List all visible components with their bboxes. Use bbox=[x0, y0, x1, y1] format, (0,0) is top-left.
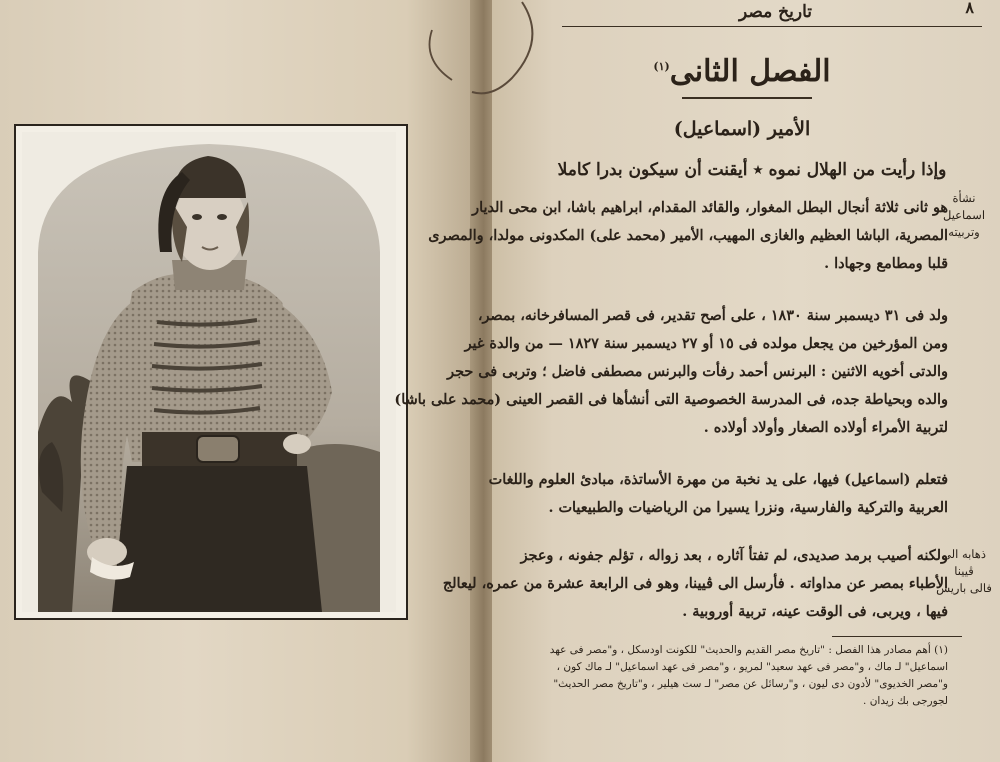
margin-note-line: نشأة اسماعيل bbox=[942, 191, 986, 222]
text-line: ولد فى ٣١ ديسمبر سنة ١٨٣٠ ، على أصح تقدير، فى قصر المسافرخانه، بمصر، bbox=[477, 307, 948, 324]
text-line: الأطباء بمصر عن مداواته . فأرسل الى ڤيينا، وهو فى الرابعة عشرة من عمره، ليعالج bbox=[442, 575, 948, 592]
footnote bbox=[508, 642, 948, 710]
footnote-line: اسماعيل" لـ ماك ، و"مصر فى عهد سعيد" لمريو ، و"مصر فى عهد اسماعيل" لـ ماك كون ، bbox=[556, 661, 948, 673]
margin-note-line: ذهابه الى ڤيينا bbox=[942, 547, 986, 578]
right-page bbox=[394, 0, 1000, 762]
paragraph-4 bbox=[442, 542, 948, 626]
chapter-title-text: الفصل الثانى bbox=[669, 54, 831, 89]
margin-note-line: وتربيته bbox=[948, 225, 980, 239]
margin-note-upbringing bbox=[932, 190, 996, 241]
page-number: ٨ bbox=[965, 0, 974, 17]
text-line: لتربية الأمراء أولاده الصغار وأولاد أولاده . bbox=[703, 419, 948, 436]
margin-note-line: فالى باريس bbox=[936, 581, 992, 595]
footnote-line: لجورجى بك زيدان . bbox=[863, 695, 948, 707]
pencil-annotation bbox=[412, 0, 552, 110]
chapter-title bbox=[612, 54, 872, 89]
text-line: والدتى أخويه الاثنين : البرنس أحمد رفأت والبرنس مصطفى فاضل ؛ وتربى فى حجر bbox=[447, 363, 948, 380]
section-title: الأمير (اسماعيل) bbox=[673, 118, 811, 140]
left-page bbox=[0, 0, 478, 762]
text-line: فتعلم (اسماعيل) فيها، على يد نخبة من مهرة الأساتذة، مبادئ العلوم واللغات bbox=[488, 471, 948, 488]
text-line: فيها ، ويربى، فى الوقت عينه، تربية أوروبية . bbox=[682, 603, 948, 620]
chapter-rule bbox=[682, 97, 812, 99]
margin-note-vienna bbox=[932, 546, 996, 597]
text-line: والده وبحياطة جده، فى المدرسة الخصوصية التى أنشأها فى القصر العينى (محمد على باشا) bbox=[394, 391, 948, 408]
verse-line: وإذا رأيت من الهلال نموه ٭ أيقنت أن سيكون بدرا كاملا bbox=[557, 160, 947, 180]
text-line: هو ثانى ثلاثة أنجال البطل المغوار، والقائد المقدام، ابراهيم باشا، ابن محى الديار bbox=[472, 199, 948, 216]
paragraph-3 bbox=[488, 466, 948, 522]
paragraph-1 bbox=[428, 194, 948, 278]
portrait-engraving bbox=[22, 132, 396, 612]
paragraph-2 bbox=[394, 302, 948, 442]
text-line: المصرية، الباشا العظيم والغازى المهيب، الأمير (محمد على) المكدونى مولدا، والمصرى bbox=[428, 227, 948, 244]
portrait-frame bbox=[14, 124, 408, 620]
chapter-note-ref: (١) bbox=[653, 60, 670, 73]
footnote-rule bbox=[832, 636, 962, 637]
text-line: قلبا ومطامع وجهادا . bbox=[824, 255, 948, 272]
footnote-line: (١) أهم مصادر هذا الفصل : "تاريخ مصر القديم والحديث" للكونت اودسكل ، و"مصر فى عهد bbox=[549, 644, 948, 656]
footnote-line: و"مصر الخديوى" لأدون دى ليون ، و"رسائل عن مصر" لـ ست هيلير ، و"تاريخ مصر الحديث" bbox=[553, 678, 948, 690]
text-line: العربية والتركية والفارسية، ونزرا يسيرا من الرياضيات والطبيعيات . bbox=[548, 499, 948, 516]
text-line: ومن المؤرخين من يجعل مولده فى ١٥ أو ٢٧ ديسمبر سنة ١٨٢٧ — من والدة غير bbox=[464, 335, 948, 352]
running-title: تاريخ مصر bbox=[739, 2, 812, 22]
running-header bbox=[562, 0, 982, 27]
text-line: ولكنه أصيب برمد صديدى، لم تفتأ آثاره ، بعد زواله ، تؤلم جفونه ، وعجز bbox=[520, 547, 948, 564]
